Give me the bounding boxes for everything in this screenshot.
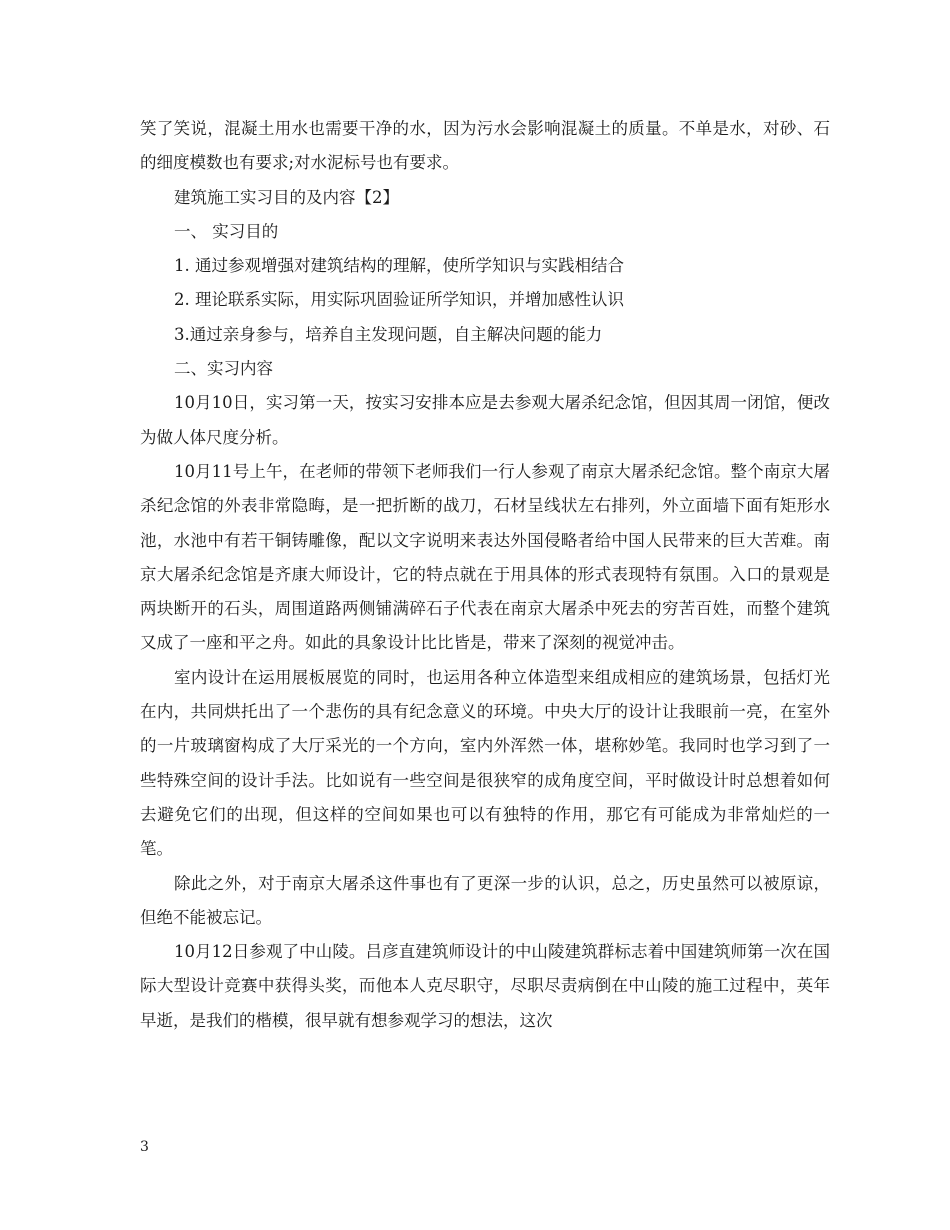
list-item-2: 2. 理论联系实际，用实际巩固验证所学知识，并增加感性认识: [174, 290, 624, 310]
list-item-3: 3.通过亲身参与，培养自主发现问题，自主解决问题的能力: [174, 324, 603, 344]
subheading-purpose: 一、 实习目的: [174, 221, 279, 241]
paragraph-interior-design: 室内设计在运用展板展览的同时，也运用各种立体造型来组成相应的建筑场景，包括灯光在内，共同烘托出了一个悲伤的具有纪念意义的环境。中央大厅的设计让我眼前一亮，在室外的一片玻璃窗构成了大厅采光的一个方向，室内外浑然一体，堪称妙笔。我同时也学习到了一些特殊空间的设计手法。比如说有一些空间是很狭窄的成角度空间，平时做设计时总想着如何去避免它们的出现，但这样的空间如果也可以有独特的作用，那它有可能成为非常灿烂的一笔。: [140, 667, 830, 859]
paragraph-reflection: 除此之外，对于南京大屠杀这件事也有了更深一步的认识，总之，历史虽然可以被原谅，但绝不能被忘记。: [140, 873, 830, 927]
list-item-1: 1. 通过参观增强对建筑结构的理解，使所学知识与实践相结合: [174, 256, 624, 276]
document-body: [140, 112, 830, 1038]
paragraph-oct-12: 10月12日参观了中山陵。吕彦直建筑师设计的中山陵建筑群标志着中国建筑师第一次在国际大型设计竞赛中获得头奖，而他本人克尽职守，尽职尽责病倒在中山陵的施工过程中，英年早逝，是我们的楷模，很早就有想参观学习的想法，这次: [140, 942, 830, 1030]
paragraph-1: 笑了笑说，混凝土用水也需要干净的水，因为污水会影响混凝土的质量。不单是水，对砂、石的细度模数也有要求;对水泥标号也有要求。: [140, 119, 830, 173]
paragraph-oct-11: 10月11号上午，在老师的带领下老师我们一行人参观了南京大屠杀纪念馆。整个南京大屠杀纪念馆的外表非常隐晦，是一把折断的战刀，石材呈线状左右排列，外立面墙下面有矩形水池，水池中有若干铜铸雕像，配以文字说明来表达外国侵略者给中国人民带来的巨大苦难。南京大屠杀纪念馆是齐康大师设计，它的特点就在于用具体的形式表现特有氛围。入口的景观是两块断开的石头，周围道路两侧铺满碎石子代表在南京大屠杀中死去的穷苦百姓，而整个建筑又成了一座和平之舟。如此的具象设计比比皆是，带来了深刻的视觉冲击。: [140, 461, 830, 653]
paragraph-oct-10: 10月10日，实习第一天，按实习安排本应是去参观大屠杀纪念馆，但因其周一闭馆，便改为做人体尺度分析。: [140, 393, 830, 447]
page-number: 3: [140, 1139, 149, 1155]
section-heading: 建筑施工实习目的及内容【2】: [174, 187, 399, 207]
subheading-content: 二、实习内容: [174, 359, 273, 379]
